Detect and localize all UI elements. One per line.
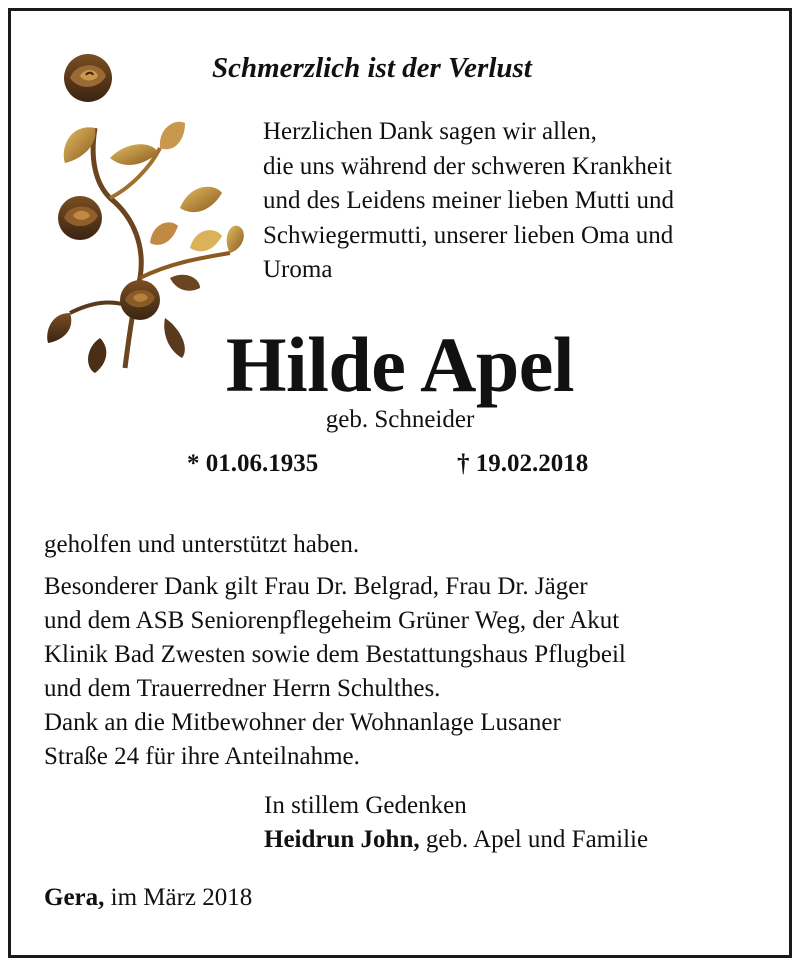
body-line: Dank an die Mitbewohner der Wohnanlage Lusaner xyxy=(44,709,561,736)
place-date xyxy=(44,884,252,912)
date: im März 2018 xyxy=(104,884,253,911)
intro-line: Uroma xyxy=(263,256,333,283)
intro-line: Herzlichen Dank sagen wir allen, xyxy=(263,118,597,145)
signature-line: In stillem Gedenken xyxy=(264,792,467,819)
body-line: und dem Trauerredner Herrn Schulthes. xyxy=(44,675,441,702)
rose-lower xyxy=(120,280,160,320)
headline: Schmerzlich ist der Verlust xyxy=(212,52,532,84)
signature-names xyxy=(264,823,648,857)
death-date: † 19.02.2018 xyxy=(457,450,589,477)
intro-line: und des Leidens meiner lieben Mutti und xyxy=(263,187,675,214)
body-line: Besonderer Dank gilt Frau Dr. Belgrad, Frau Dr. Jäger xyxy=(44,573,588,600)
intro-text xyxy=(263,115,763,288)
rose-top xyxy=(64,54,112,102)
birth-date: * 01.06.1935 xyxy=(187,450,319,477)
intro-line: die uns während der schweren Krankheit xyxy=(263,152,672,180)
intro-line: Schwiegermutti, unserer lieben Oma und xyxy=(263,221,674,249)
body-line: und dem ASB Seniorenpflegeheim Grüner Weg, der Akut xyxy=(44,607,620,634)
body-line: Klinik Bad Zwesten sowie dem Bestattungshaus Pflugbeil xyxy=(44,641,626,668)
deceased-name: Hilde Apel xyxy=(225,321,575,408)
body-line: Straße 24 für ihre Anteilnahme. xyxy=(44,743,360,770)
body-line: geholfen und unterstützt haben. xyxy=(44,531,360,558)
signature-block xyxy=(264,789,648,857)
rose-middle xyxy=(58,196,102,240)
signer-name: Heidrun John, xyxy=(264,826,420,853)
body-text xyxy=(44,528,764,774)
signer-family: geb. Apel und Familie xyxy=(419,826,649,853)
maiden-name: geb. Schneider xyxy=(325,406,475,433)
place: Gera, xyxy=(44,884,105,911)
